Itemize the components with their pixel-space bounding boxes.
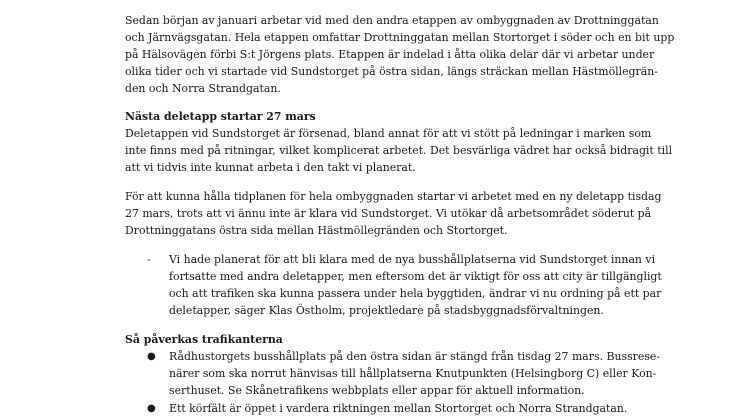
bullet-line: serthuset. Se Skånetrafikens webbplats eller appar för aktuell information.: [169, 384, 585, 397]
quote-text: [169, 251, 662, 319]
paragraph-line: Deletappen vid Sundstorget är försenad, bland annat för att vi stött på ledningar i marken som: [125, 127, 652, 140]
bullet-line: Ett körfält är öppet i vardera riktningen mellan Stortorget och Norra Strandgatan.: [169, 402, 628, 415]
intro-line: och Järnvägsgatan. Hela etappen omfattar Drottninggatan mellan Stortorget i söder och en bit upp: [125, 31, 675, 44]
bullet-marker: ●: [147, 351, 156, 362]
quote-line: och att trafiken ska kunna passera under hela byggtiden, ändrar vi nu ordning på ett par: [169, 287, 662, 300]
bullet-text: [169, 400, 627, 417]
quote-line: deletapper, säger Klas Östholm, projektledare på stadsbyggnadsförvaltningen.: [169, 304, 604, 317]
delay-paragraph: [125, 125, 673, 176]
intro-line: olika tider och vi startade vid Sundstorget på östra sidan, längs sträckan mellan Hästmöllegrän-: [125, 65, 658, 78]
intro-line: Sedan början av januari arbetar vid med den andra etappen av ombyggnaden av Drottninggatan: [125, 14, 659, 27]
paragraph-line: För att kunna hålla tidplanen för hela ombyggnaden startar vi arbetet med en ny deletapp tisdag: [125, 190, 662, 203]
paragraph-line: att vi tidvis inte kunnat arbeta i den takt vi planerat.: [125, 161, 416, 174]
quote-line: Vi hade planerat för att bli klara med de nya busshållplatserna vid Sundstorget innan vi: [169, 253, 656, 266]
bullet-text: [169, 348, 660, 399]
section-heading-traffic: Så påverkas trafikanterna: [125, 333, 283, 346]
quote-line: fortsatte med andra deletapper, men eftersom det är viktigt för oss att city är tillgängligt: [169, 270, 662, 283]
bullet-line: närer som ska norrut hänvisas till hållplatserna Knutpunkten (Helsingborg C) eller Kon-: [169, 367, 657, 380]
intro-line: den och Norra Strandgatan.: [125, 82, 281, 95]
intro-line: på Hälsovägen förbi S:t Jörgens plats. Etappen är indelad i åtta olika delar där vi arbetar under: [125, 48, 655, 61]
paragraph-line: inte finns med på ritningar, vilket komplicerat arbetet. Det besvärliga vädret har också bidragit till: [125, 144, 673, 157]
schedule-paragraph: [125, 188, 662, 239]
section-heading-next-stage: Nästa deletapp startar 27 mars: [125, 110, 316, 123]
bullet-marker: ●: [147, 403, 156, 414]
paragraph-line: Drottninggatans östra sida mellan Hästmöllegränden och Stortorget.: [125, 224, 508, 237]
bullet-line: Rådhustorgets busshållplats på den östra sidan är stängd från tisdag 27 mars. Bussrese-: [169, 350, 661, 363]
dash-marker: -: [147, 253, 151, 266]
paragraph-line: 27 mars, trots att vi ännu inte är klara vid Sundstorget. Vi utökar då arbetsområdet söderut på: [125, 207, 652, 220]
intro-paragraph: [125, 12, 675, 97]
